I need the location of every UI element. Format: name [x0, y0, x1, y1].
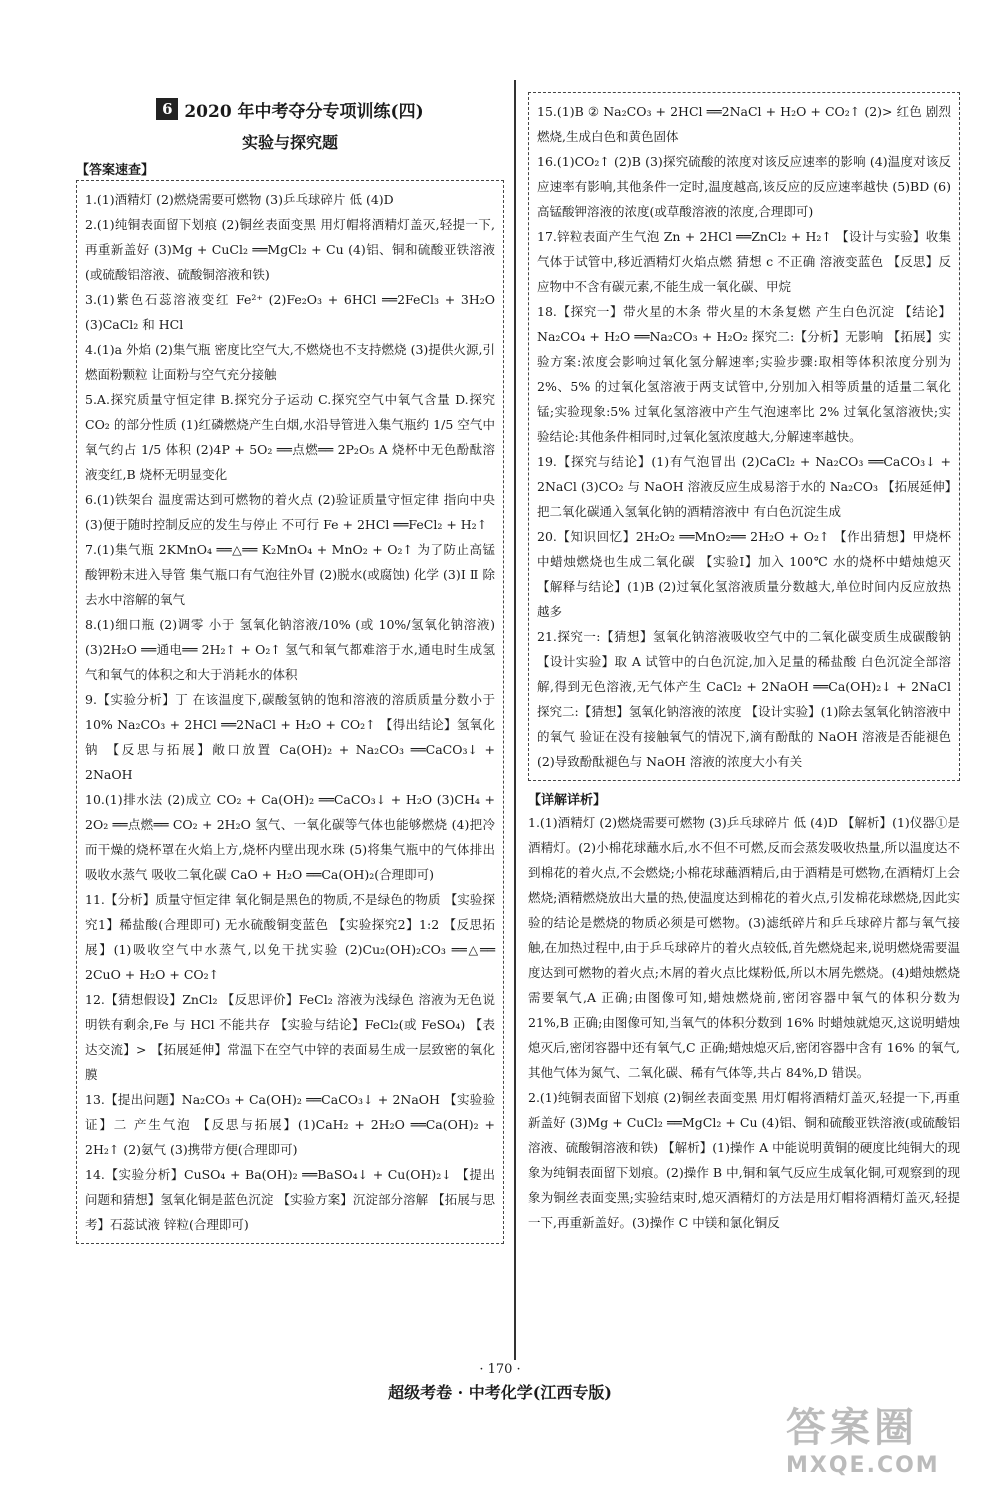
answer-item: 17.锌粒表面产生气泡 Zn + 2HCl ══ZnCl₂ + H₂↑ 【设计与实验】收集气体于试管中,移近酒精灯火焰点燃 猜想 c 不正确 溶液变蓝色 【反思】反应物中不含有碳元素,不能生成一氧化碳、甲烷: [537, 229, 951, 294]
section-title: [76, 92, 504, 126]
answer-item: 1.(1)酒精灯 (2)燃烧需要可燃物 (3)乒乓球碎片 低 (4)D: [85, 192, 394, 207]
watermark-top: 答案圈: [786, 1405, 918, 1451]
answer-item: 2.(1)纯铜表面留下划痕 (2)铜丝表面变黑 用灯帽将酒精灯盖灭,轻提一下,再重新盖好 (3)Mg + CuCl₂ ══MgCl₂ + Cu (4)铝、铜和硫酸亚铁溶液(或硫酸铝溶液、硫酸铜溶液和铁): [85, 217, 495, 282]
right-column: [528, 92, 960, 1235]
answer-item: 4.(1)a 外焰 (2)集气瓶 密度比空气大,不燃烧也不支持燃烧 (3)提供火源,引燃面粉颗粒 让面粉与空气充分接触: [85, 342, 495, 382]
left-column: [76, 92, 504, 1244]
book-title: 超级考卷 · 中考化学(江西专版): [388, 1383, 612, 1402]
answer-item: 3.(1)紫色石蕊溶液变红 Fe²⁺ (2)Fe₂O₃ + 6HCl ══2FeCl₃ + 3H₂O (3)CaCl₂ 和 HCl: [85, 292, 495, 332]
section-number: 6: [156, 98, 178, 120]
detail-item: 2.(1)纯铜表面留下划痕 (2)铜丝表面变黑 用灯帽将酒精灯盖灭,轻提一下,再重新盖好 (3)Mg + CuCl₂ ══MgCl₂ + Cu (4)铝、铜和硫酸亚铁溶液(或硫酸铝溶液、硫酸铜溶液和铁) 【解析】(1)操作 A 中能说明黄铜的硬度比纯铜大的现象为纯铜表面留下划痕。(2)操作 B 中,铜和氧气反应生成氧化铜,可观察到的现象为铜丝表面变黑;实验结束时,熄灭酒精灯的方法是用灯帽将酒精灯盖灭,轻提一下,再重新盖好。(3)操作 C 中镁和氯化铜反: [528, 1090, 960, 1230]
answer-item: 16.(1)CO₂↑ (2)B (3)探究硫酸的浓度对该反应速率的影响 (4)温度对该反应速率有影响,其他条件一定时,温度越高,该反应的反应速率越快 (5)BD (6)高锰酸钾溶液的浓度(或草酸溶液的浓度,合理即可): [537, 154, 951, 219]
section-subtitle: 实验与探究题: [241, 133, 338, 152]
answer-item: 12.【猜想假设】ZnCl₂ 【反思评价】FeCl₂ 溶液为浅绿色 溶液为无色说明铁有剩余,Fe 与 HCl 不能共存 【实验与结论】FeCl₂(或 FeSO₄) 【表达交流】> 【拓展延伸】常温下在空气中锌的表面易生成一层致密的氧化膜: [85, 992, 495, 1082]
answer-item: 7.(1)集气瓶 2KMnO₄ ══△══ K₂MnO₄ + MnO₂ + O₂↑ 为了防止高锰酸钾粉末进入导管 集气瓶口有气泡往外冒 (2)脱水(或腐蚀) 化学 (3)Ⅰ Ⅱ 除去水中溶解的氧气: [85, 542, 495, 607]
answer-item: 5.A.探究质量守恒定律 B.探究分子运动 C.探究空气中氧气含量 D.探究 CO₂ 的部分性质 (1)红磷燃烧产生白烟,水沿导管进入集气瓶约 1/5 空气中氧气约占 1/5 体积 (2)4P + 5O₂ ══点燃══ 2P₂O₅ A 烧杯中无色酚酞溶液变红,B 烧杯无明显变化: [85, 392, 495, 482]
watermark-logo: [786, 1396, 976, 1476]
detail-item: 1.(1)酒精灯 (2)燃烧需要可燃物 (3)乒乓球碎片 低 (4)D 【解析】(1)仪器①是酒精灯。(2)小棉花球蘸水后,水不但不可燃,反而会蒸发吸收热量,所以温度达不到棉花的着火点,不会燃烧;小棉花球蘸酒精后,由于酒精是可燃物,在酒精灯上会燃烧;酒精燃烧放出大量的热,使温度达到棉花的着火点,引发棉花球燃烧,因此实验的结论是燃烧的物质必须是可燃物。(3)滤纸碎片和乒乓球碎片都与氧气接触,在加热过程中,由于乒乓球碎片的着火点较低,首先燃烧起来,说明燃烧需要温度达到可燃物的着火点;木屑的着火点比煤粉低,所以木屑先燃烧。(4)蜡烛燃烧需要氧气,A 正确;由图像可知,蜡烛燃烧前,密闭容器中氧气的体积分数为 21%,B 正确;由图像可知,当氧气的体积分数到 16% 时蜡烛就熄灭,这说明蜡烛熄灭后,密闭容器中还有氧气,C 正确;蜡烛熄灭后,密闭容器中含有 16% 的氧气,其他气体为氮气、二氧化碳、稀有气体等,共占 84%,D 错误。: [528, 815, 960, 1080]
watermark-bottom: MXQE.COM: [786, 1453, 940, 1478]
answer-item: 11.【分析】质量守恒定律 氧化铜是黑色的物质,不是绿色的物质 【实验探究1】稀盐酸(合理即可) 无水硫酸铜变蓝色 【实验探究2】1:2 【反思拓展】(1)吸收空气中水蒸气,以免干扰实验 (2)Cu₂(OH)₂CO₃ ══△══ 2CuO + H₂O + CO₂↑: [85, 892, 495, 982]
column-divider: [514, 80, 516, 1360]
answer-item: 21.探究一:【猜想】氢氧化钠溶液吸收空气中的二氧化碳变质生成碳酸钠 【设计实验】取 A 试管中的白色沉淀,加入足量的稀盐酸 白色沉淀全部溶解,得到无色溶液,无气体产生 CaCl₂ + 2NaOH ══Ca(OH)₂↓ + 2NaCl 探究二:【猜想】氢氧化钠溶液的浓度 【设计实验】(1)除去氢氧化钠溶液中的氧气 验证在没有接触氧气的情况下,滴有酚酞的 NaOH 溶液是否能褪色 (2)导致酚酞褪色与 NaOH 溶液的浓度大小有关: [537, 629, 951, 769]
answer-item: 18.【探究一】带火星的木条 带火星的木条复燃 产生白色沉淀 【结论】Na₂CO₄ + H₂O ══Na₂CO₃ + H₂O₂ 探究二:【分析】无影响 【拓展】实验方案:浓度会影响过氧化氢分解速率;实验步骤:取相等体积浓度分别为 2%、5% 的过氧化氢溶液于两支试管中,分别加入相等质量的适量二氧化锰;实验现象:5% 过氧化氢溶液中产生气泡速率比 2% 过氧化氢溶液快;实验结论:其他条件相同时,过氧化氢浓度越大,分解速率越快。: [537, 304, 951, 444]
answer-item: 9.【实验分析】丁 在该温度下,碳酸氢钠的饱和溶液的溶质质量分数小于 10% Na₂CO₃ + 2HCl ══2NaCl + H₂O + CO₂↑ 【得出结论】氢氧化钠 【反思与拓展】敞口放置 Ca(OH)₂ + Na₂CO₃ ══CaCO₃↓ + 2NaOH: [85, 692, 495, 782]
answer-item: 10.(1)排水法 (2)成立 CO₂ + Ca(OH)₂ ══CaCO₃↓ + H₂O (3)CH₄ + 2O₂ ══点燃══ CO₂ + 2H₂O 氢气、一氧化碳等气体也能够燃烧 (4)把冷而干燥的烧杯罩在火焰上方,烧杯内壁出现水珠 (5)将集气瓶中的气体排出 吸收水蒸气 吸收二氧化碳 CaO + H₂O ══Ca(OH)₂(合理即可): [85, 792, 495, 882]
answer-box: [76, 180, 504, 1244]
page-number: · 170 ·: [479, 1362, 521, 1377]
section-title-text: 2020 年中考夺分专项训练(四): [184, 101, 424, 122]
answer-tag: 【答案速查】: [76, 163, 155, 178]
answer-item: 15.(1)B ② Na₂CO₃ + 2HCl ══2NaCl + H₂O + CO₂↑ (2)> 红色 剧烈燃烧,生成白色和黄色固体: [537, 104, 951, 144]
answer-item: 6.(1)铁架台 温度需达到可燃物的着火点 (2)验证质量守恒定律 指向中央 (3)便于随时控制反应的发生与停止 不可行 Fe + 2HCl ══FeCl₂ + H₂↑: [85, 492, 495, 532]
answer-item: 19.【探究与结论】(1)有气泡冒出 (2)CaCl₂ + Na₂CO₃ ══CaCO₃↓ + 2NaCl (3)CO₂ 与 NaOH 溶液反应生成易溶于水的 Na₂CO₃ 【拓展延伸】把二氧化碳通入氢氧化钠的酒精溶液中 有白色沉淀生成: [537, 454, 951, 519]
answer-item: 8.(1)细口瓶 (2)调零 小于 氢氧化钠溶液/10% (或 10%/氢氧化钠溶液) (3)2H₂O ══通电══ 2H₂↑ + O₂↑ 氢气和氧气都难溶于水,通电时生成氢气和氧气的体积之和大于消耗水的体积: [85, 617, 495, 682]
answer-box-right: [528, 92, 960, 781]
detail-tag: 【详解详析】: [528, 793, 607, 808]
answer-item: 13.【提出问题】Na₂CO₃ + Ca(OH)₂ ══CaCO₃↓ + 2NaOH 【实验验证】二 产生气泡 【反思与拓展】(1)CaH₂ + 2H₂O ══Ca(OH)₂ + 2H₂↑ (2)氨气 (3)携带方便(合理即可): [85, 1092, 495, 1157]
answer-item: 20.【知识回忆】2H₂O₂ ══MnO₂══ 2H₂O + O₂↑ 【作出猜想】甲烧杯中蜡烛燃烧也生成二氧化碳 【实验Ⅰ】加入 100℃ 水的烧杯中蜡烛熄灭 【解释与结论】(1)B (2)过氧化氢溶液质量分数越大,单位时间内反应放热越多: [537, 529, 951, 619]
answer-item: 14.【实验分析】CuSO₄ + Ba(OH)₂ ══BaSO₄↓ + Cu(OH)₂↓ 【提出问题和猜想】氢氧化铜是蓝色沉淀 【实验方案】沉淀部分溶解 【拓展与思考】石蕊试液 锌粒(合理即可): [85, 1167, 495, 1232]
